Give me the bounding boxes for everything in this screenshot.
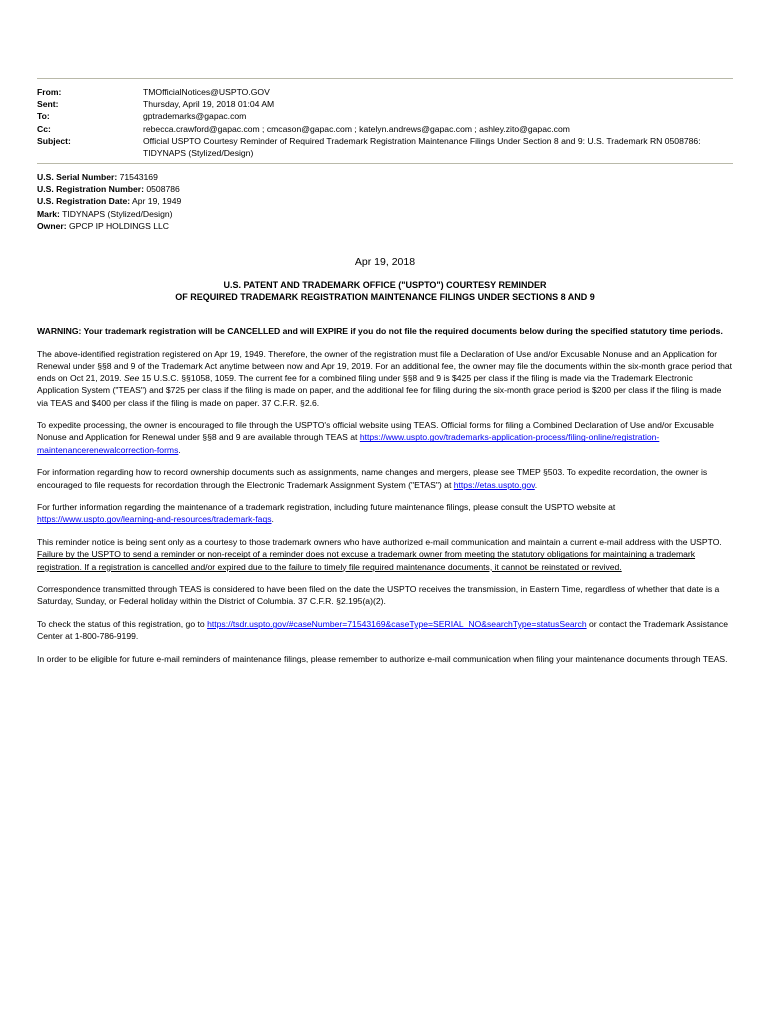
registration-date-row bbox=[37, 195, 737, 207]
etas-paragraph bbox=[37, 466, 733, 490]
from-row bbox=[37, 86, 737, 98]
notice-title bbox=[37, 279, 733, 304]
cc-row bbox=[37, 123, 737, 135]
teas-forms-link[interactable]: https://www.uspto.gov/trademarks-application-process/filing-online/registration-maintenancerenewalcorrection-forms bbox=[37, 432, 660, 455]
to-row bbox=[37, 110, 737, 122]
registration-date-label: U.S. Registration Date: bbox=[37, 196, 131, 207]
header-bottom-divider bbox=[37, 163, 733, 164]
owner-value: GPCP IP HOLDINGS LLC bbox=[69, 220, 169, 231]
cc-value: rebecca.crawford@gapac.com ; cmcason@gapac.com ; katelyn.andrews@gapac.com ; ashley.zito@gapac.com bbox=[143, 123, 570, 134]
sent-label: Sent: bbox=[37, 99, 59, 110]
etas-link[interactable]: https://etas.uspto.gov bbox=[453, 479, 535, 490]
tsdr-status-link[interactable]: https://tsdr.uspto.gov/#caseNumber=71543169&caseType=SERIAL_NO&searchType=statusSearch bbox=[207, 619, 587, 630]
header-top-divider bbox=[37, 78, 733, 79]
sent-row bbox=[37, 98, 737, 110]
notice-date: Apr 19, 2018 bbox=[354, 256, 416, 268]
registration-number-row bbox=[37, 183, 737, 195]
subject-label: Subject: bbox=[37, 135, 71, 146]
cc-label: Cc: bbox=[37, 123, 51, 134]
registration-number-value: 0508786 bbox=[146, 184, 180, 195]
faq-end: . bbox=[271, 514, 274, 525]
status-text: To check the status of this registration, go to bbox=[37, 619, 208, 630]
teas-text: To expedite processing, the owner is encouraged to file through the USPTO's official website using TEAS. Official forms for filing a Combined Declaration of Use and/or Excusable Nonuse and Application for Renewal under §§8 and 9 are available through TEAS at bbox=[37, 420, 714, 443]
mark-label: Mark: bbox=[37, 208, 60, 219]
mark-row bbox=[37, 208, 737, 220]
email-header bbox=[37, 86, 737, 159]
teas-paragraph bbox=[37, 419, 733, 456]
notice-title-line-2: OF REQUIRED TRADEMARK REGISTRATION MAINTENANCE FILINGS UNDER SECTIONS 8 AND 9 bbox=[175, 292, 595, 303]
courtesy-paragraph bbox=[37, 536, 733, 573]
etas-end: . bbox=[534, 479, 538, 490]
mark-value: TIDYNAPS (Stylized/Design) bbox=[62, 208, 173, 219]
etas-text: For information regarding how to record ownership documents such as assignments, name changes and mergers, please see TMEP §503. To expedite recordation, the owner is encouraged to file requests for recordation through the Electronic Trademark Assignment System ("ETAS") at bbox=[37, 467, 708, 490]
serial-number-label: U.S. Serial Number: bbox=[37, 172, 118, 182]
serial-number-value: 71543169 bbox=[119, 172, 158, 182]
sent-value: Thursday, April 19, 2018 01:04 AM bbox=[143, 99, 275, 110]
fee-text-1: The above-identified registration registered on Apr 19, 1949. Therefore, the owner of the registration must file a Declaration of Use and/or Excusable Nonuse and an Application for Renewal under §§8 and 9 of the Trademark Act anytime between now and Apr 19, 2019. For an additional fee, the owner may file the documents within the six-month grace period that ends on Oct 21, 2019. bbox=[37, 348, 733, 384]
owner-row bbox=[37, 220, 737, 232]
notice-body bbox=[37, 325, 733, 676]
from-label: From: bbox=[37, 87, 62, 97]
faq-paragraph bbox=[37, 501, 733, 525]
correspondence-paragraph: Correspondence transmitted through TEAS is considered to have been filed on the date the USPTO receives the transmission, in Eastern Time, regardless of whether that date is a Saturday, Sunday, or Federal holiday within the District of Columbia. 37 C.F.R. §2.195(a)(2). bbox=[37, 584, 720, 607]
serial-number-row bbox=[37, 171, 737, 183]
status-paragraph bbox=[37, 618, 733, 642]
from-value: TMOfficialNotices@USPTO.GOV bbox=[143, 87, 270, 97]
courtesy-disclaimer: Failure by the USPTO to send a reminder or non-receipt of a reminder does not excuse a trademark owner from meeting the statutory obligations for maintaining a trademark registration. If a registration is cancelled and/or expired due to the failure to timely file required maintenance documents, it cannot be reinstated or revived. bbox=[37, 549, 696, 572]
faq-text: For further information regarding the maintenance of a trademark registration, including future maintenance filings, please consult the USPTO website at bbox=[37, 502, 616, 513]
status-end: or contact the Trademark Assistance Center at 1-800-786-9199. bbox=[37, 619, 728, 642]
registration-number-label: U.S. Registration Number: bbox=[37, 184, 144, 195]
teas-end: . bbox=[178, 444, 181, 455]
subject-value: Official USPTO Courtesy Reminder of Required Trademark Registration Maintenance Filings Under Section 8 and 9: U.S. Trademark RN 0508786: TIDYNAPS (Stylized/Design) bbox=[143, 135, 701, 159]
fee-paragraph bbox=[37, 348, 733, 409]
registration-date-value: Apr 19, 1949 bbox=[132, 196, 182, 207]
see-citation: See bbox=[123, 373, 140, 384]
to-label: To: bbox=[37, 111, 50, 122]
owner-label: Owner: bbox=[37, 220, 67, 231]
subject-row bbox=[37, 135, 737, 159]
email-authorization-paragraph: In order to be eligible for future e-mail reminders of maintenance filings, please remember to authorize e-mail communication when filing your maintenance documents through TEAS. bbox=[37, 654, 728, 665]
faq-link[interactable]: https://www.uspto.gov/learning-and-resources/trademark-faqs bbox=[37, 514, 272, 525]
warning-paragraph: WARNING: Your trademark registration will be CANCELLED and will EXPIRE if you do not file the required documents below during the specified statutory time periods. bbox=[37, 326, 723, 336]
courtesy-text: This reminder notice is being sent only as a courtesy to those trademark owners who have authorized e-mail communication and maintain a current e-mail address with the USPTO. bbox=[37, 537, 722, 548]
to-value: gptrademarks@gapac.com bbox=[143, 111, 247, 122]
registration-details bbox=[37, 171, 737, 232]
fee-text-2: 15 U.S.C. §§1058, 1059. The current fee for a combined filing under §§8 and 9 is $425 per class if the filing is made via the Trademark Electronic Application System ("TEAS") and $725 per class if the filing is made on paper, and the additional fee for filing during the six-month grace period is $200 per class if the filing is made via TEAS and $400 per class if the filing is made on paper. 37 C.F.R. §2.6. bbox=[37, 373, 722, 408]
notice-title-line-1: U.S. PATENT AND TRADEMARK OFFICE ("USPTO") COURTESY REMINDER bbox=[223, 280, 547, 290]
